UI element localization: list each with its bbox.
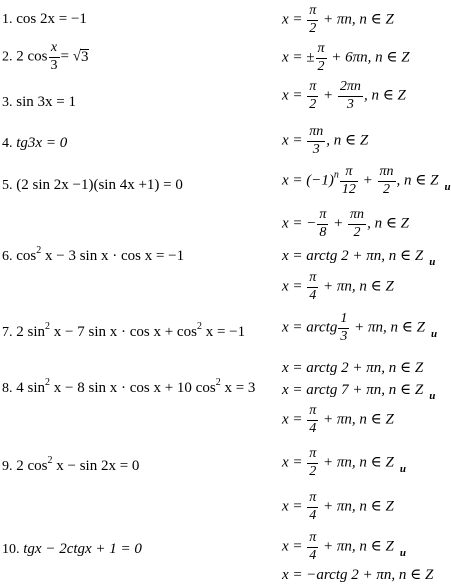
radicand: 3	[80, 48, 89, 65]
and-label: и	[444, 180, 451, 193]
equation-4	[2, 136, 67, 151]
equation-number: 10.	[2, 542, 20, 557]
equation-number: 2.	[2, 49, 13, 65]
answer-8b: x = $\frac{\pi}{4}$ + πn, n ∈ Z	[282, 403, 394, 436]
equation-text: cos 2x = −1	[16, 11, 87, 27]
equation-8: 8. 4 $\sin^2 x - 8$ sin x · cos x + 10 $\cos^2 x = 3$	[2, 377, 256, 396]
and-label: и	[429, 256, 436, 268]
equation-number: 9.	[2, 459, 13, 474]
answer-5a: $x = (-1)^n$ $\frac{\pi}{12}$ + $\frac{\pi n}{2}$ , n ∈ Z $_и$	[282, 164, 451, 197]
equation-number: 1.	[2, 12, 13, 27]
answer-10a: x = $\frac{\pi}{4}$ + πn, n ∈ Z $_и$	[282, 530, 407, 563]
answer-7b: x = arctg 2 + πn, n ∈ Z	[282, 360, 424, 376]
equation-number: 5.	[2, 178, 13, 193]
equation-10	[2, 542, 142, 557]
answer-3: x = $\frac{\pi}{2}$ + $\frac{2\pi n}{3}$ , n ∈ Z	[282, 79, 406, 112]
answer-10b: x = −arctg 2 + πn, n ∈ Z	[282, 567, 434, 583]
and-label: и	[399, 546, 407, 559]
equation-9: 9. 2 $\cos^2 x - \sin 2x = 0$	[2, 455, 140, 474]
equation-text: tg3x = 0	[16, 135, 68, 151]
fraction: $\frac{x}{3}$	[50, 40, 58, 73]
answer-9a: x = $\frac{\pi}{2}$ + πn, n ∈ Z $_и$	[282, 446, 407, 479]
equation-number: 4.	[2, 136, 13, 151]
equation-1	[2, 12, 87, 27]
equation-text: sin 3x = 1	[16, 94, 76, 110]
answer-6b: x = $\frac{\pi}{4}$ + πn, n ∈ Z	[282, 270, 394, 303]
equation-7: 7. 2 $\sin^2 x - 7$ $\sin x \cdot \cos x + \cos^2 x = -1$	[2, 321, 246, 340]
and-label: и	[399, 462, 407, 475]
equation-5	[2, 178, 183, 193]
answer-8a: x = arctg 7 + πn, n ∈ Z $_и$	[282, 382, 436, 402]
and-label: и	[429, 390, 436, 402]
equation-3	[2, 95, 76, 110]
equation-6: 6. $\cos^2 x - 3$ sin x · cos x = −1	[2, 245, 185, 264]
answer-7a: x = arctg $\frac{1}{3}$ + πn, n ∈ Z $_и$	[282, 311, 438, 344]
answer-2: x = ± $\frac{\pi}{2}$ + 6πn, n ∈ Z	[282, 41, 410, 74]
and-label: и	[430, 327, 438, 340]
equation-text: 2 cos	[16, 48, 48, 65]
answer-5b: x = − $\frac{\pi}{8}$ + $\frac{\pi n}{2}$ , n ∈ Z	[282, 207, 410, 240]
answer-6a: x = arctg 2 + πn, n ∈ Z $_и$	[282, 248, 436, 268]
equation-number: 3.	[2, 95, 13, 110]
answer-1: x = $\frac{\pi}{2}$ + πn, n ∈ Z	[282, 3, 394, 36]
equation-2: 2. 2 cos $\frac{x}{3}$ = √3	[2, 40, 89, 73]
answer-9b: x = $\frac{\pi}{4}$ + πn, n ∈ Z	[282, 490, 394, 523]
equation-text: tgx − 2ctgx + 1 = 0	[23, 541, 142, 557]
equation-text: (2 sin 2x −1)(sin 4x +1) = 0	[16, 177, 183, 193]
answer-4: x = $\frac{\pi n}{3}$ , n ∈ Z	[282, 124, 369, 157]
equation-number: 8.	[2, 381, 13, 396]
equation-number: 7.	[2, 325, 13, 340]
equation-number: 6.	[2, 249, 13, 264]
